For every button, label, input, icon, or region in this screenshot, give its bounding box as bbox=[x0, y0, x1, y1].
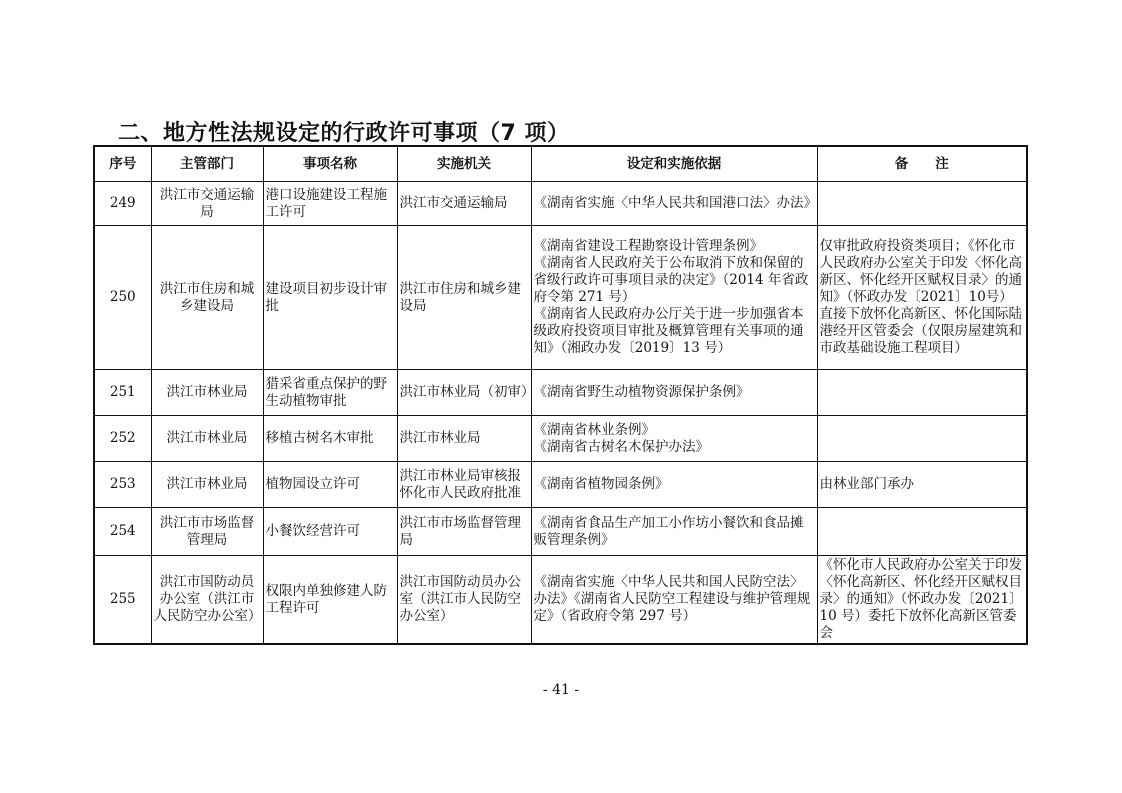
basis-line: 《湖南省人民政府关于公布取消下放和保留的省级行政许可事项目录的决定》（2014 年省政府令第 271 号） bbox=[533, 255, 809, 305]
cell-dept: 洪江市住房和城乡建设局 bbox=[151, 226, 263, 370]
cell-note: 由林业部门承办 bbox=[817, 462, 1027, 508]
cell-basis bbox=[531, 556, 817, 645]
cell-agency: 洪江市林业局 bbox=[397, 416, 531, 462]
cell-note bbox=[817, 370, 1027, 416]
cell-dept: 洪江市交通运输局 bbox=[151, 182, 263, 226]
cell-seq: 253 bbox=[94, 462, 151, 508]
basis-line: 《湖南省建设工程勘察设计管理条例》 bbox=[533, 238, 763, 254]
section-title: 二、地方性法规设定的行政许可事项（7 项） bbox=[118, 121, 570, 146]
cell-agency: 洪江市国防动员办公室（洪江市人民防空办公室） bbox=[397, 556, 531, 645]
header-seq: 序号 bbox=[94, 146, 151, 182]
cell-basis bbox=[531, 462, 817, 508]
cell-dept: 洪江市市场监督管理局 bbox=[151, 508, 263, 556]
permit-table bbox=[93, 145, 1028, 645]
cell-item: 小餐饮经营许可 bbox=[263, 508, 397, 556]
cell-agency: 洪江市林业局审核报怀化市人民政府批准 bbox=[397, 462, 531, 508]
cell-dept: 洪江市林业局 bbox=[151, 462, 263, 508]
cell-item: 猎采省重点保护的野生动植物审批 bbox=[263, 370, 397, 416]
cell-note: 仅审批政府投资类项目；《怀化市人民政府办公室关于印发〈怀化高新区、怀化经开区赋权目录〉的通知》（怀政办发〔2021〕10号）直接下放怀化高新区、怀化国际陆港经开区管委会（仅限房屋建筑和市政基础设施工程项目） bbox=[817, 226, 1027, 370]
table-row bbox=[94, 370, 1027, 416]
cell-item: 移植古树名木审批 bbox=[263, 416, 397, 462]
cell-note: 《怀化市人民政府办公室关于印发〈怀化高新区、怀化经开区赋权目录〉的通知》（怀政办发〔2021〕10 号）委托下放怀化高新区管委会 bbox=[817, 556, 1027, 645]
cell-note bbox=[817, 416, 1027, 462]
cell-basis bbox=[531, 416, 817, 462]
table-row bbox=[94, 508, 1027, 556]
table-row bbox=[94, 462, 1027, 508]
table-header-row bbox=[94, 146, 1027, 182]
table-row bbox=[94, 182, 1027, 226]
cell-item: 港口设施建设工程施工许可 bbox=[263, 182, 397, 226]
basis-line: 《湖南省实施〈中华人民共和国港口法〉办法》 bbox=[533, 195, 817, 211]
cell-seq: 255 bbox=[94, 556, 151, 645]
header-basis: 设定和实施依据 bbox=[531, 146, 817, 182]
cell-seq: 254 bbox=[94, 508, 151, 556]
cell-dept: 洪江市国防动员办公室（洪江市人民防空办公室） bbox=[151, 556, 263, 645]
header-dept: 主管部门 bbox=[151, 146, 263, 182]
page-number: - 41 - bbox=[542, 682, 580, 698]
cell-agency: 洪江市交通运输局 bbox=[397, 182, 531, 226]
cell-note bbox=[817, 182, 1027, 226]
cell-seq: 251 bbox=[94, 370, 151, 416]
cell-basis bbox=[531, 508, 817, 556]
cell-agency: 洪江市市场监督管理局 bbox=[397, 508, 531, 556]
cell-basis bbox=[531, 370, 817, 416]
cell-item: 权限内单独修建人防工程许可 bbox=[263, 556, 397, 645]
cell-basis bbox=[531, 182, 817, 226]
cell-seq: 249 bbox=[94, 182, 151, 226]
header-note: 备 注 bbox=[817, 146, 1027, 182]
basis-line: 《湖南省食品生产加工小作坊小餐饮和食品摊贩管理条例》 bbox=[533, 514, 804, 548]
basis-line: 《湖南省林业条例》 bbox=[533, 421, 655, 438]
basis-line: 《湖南省野生动植物资源保护条例》 bbox=[533, 384, 750, 400]
cell-item: 建设项目初步设计审批 bbox=[263, 226, 397, 370]
header-agency: 实施机关 bbox=[397, 146, 531, 182]
basis-line: 《湖南省人民政府办公厅关于进一步加强省本级政府投资项目审批及概算管理有关事项的通知》（湘政办发〔2019〕13 号） bbox=[533, 306, 804, 356]
basis-line: 《湖南省植物园条例》 bbox=[533, 476, 669, 492]
header-item: 事项名称 bbox=[263, 146, 397, 182]
basis-line: 《湖南省古树名木保护办法》 bbox=[533, 438, 709, 455]
cell-note bbox=[817, 508, 1027, 556]
table-row bbox=[94, 556, 1027, 645]
table-row bbox=[94, 416, 1027, 462]
cell-seq: 252 bbox=[94, 416, 151, 462]
cell-basis bbox=[531, 226, 817, 370]
cell-agency: 洪江市住房和城乡建设局 bbox=[397, 226, 531, 370]
cell-seq: 250 bbox=[94, 226, 151, 370]
cell-item: 植物园设立许可 bbox=[263, 462, 397, 508]
cell-agency: 洪江市林业局（初审） bbox=[397, 370, 531, 416]
cell-dept: 洪江市林业局 bbox=[151, 370, 263, 416]
basis-line: 《湖南省实施〈中华人民共和国人民防空法〉办法》《湖南省人民防空工程建设与维护管理规定》（省政府令第 297 号） bbox=[533, 574, 811, 624]
cell-dept: 洪江市林业局 bbox=[151, 416, 263, 462]
table-row bbox=[94, 226, 1027, 370]
